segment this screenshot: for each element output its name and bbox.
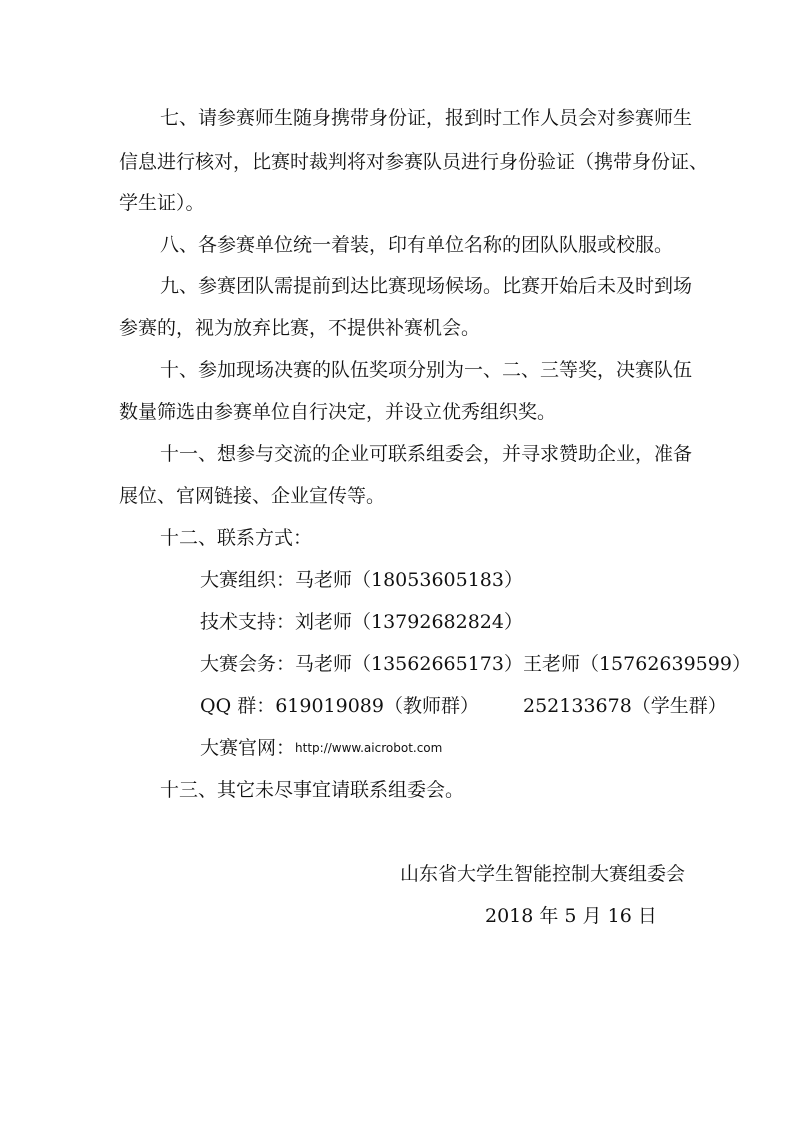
contact-website bbox=[200, 736, 442, 760]
item13-line1: 十三、其它未尽事宜请联系组委会。 bbox=[160, 779, 465, 801]
contact-organize: 大赛组织：马老师（18053605183） bbox=[200, 569, 523, 591]
item11-line2: 展位、官网链接、企业宣传等。 bbox=[119, 485, 386, 507]
item7-line1: 七、请参赛师生随身携带身份证，报到时工作人员会对参赛师生 bbox=[160, 107, 693, 129]
signature-organization: 山东省大学生智能控制大赛组委会 bbox=[400, 863, 686, 885]
item7-line2: 信息进行核对，比赛时裁判将对参赛队员进行身份验证（携带身份证、 bbox=[119, 151, 709, 173]
website-label: 大赛官网： bbox=[200, 737, 296, 759]
item9-line1: 九、参赛团队需提前到达比赛现场候场。比赛开始后未及时到场 bbox=[160, 275, 693, 297]
contact-qq-groups bbox=[200, 694, 727, 718]
website-link[interactable]: http://www.aicrobot.com bbox=[295, 741, 443, 755]
item11-line1: 十一、想参与交流的企业可联系组委会，并寻求赞助企业，准备 bbox=[160, 443, 693, 465]
qq-teacher-group: QQ 群：619019089（教师群） bbox=[200, 695, 479, 717]
item10-line2: 数量筛选由参赛单位自行决定，并设立优秀组织奖。 bbox=[119, 401, 557, 423]
item7-line3: 学生证）。 bbox=[119, 192, 205, 214]
item10-line1: 十、参加现场决赛的队伍奖项分别为一、二、三等奖，决赛队伍 bbox=[160, 359, 693, 381]
contact-tech-support: 技术支持：刘老师（13792682824） bbox=[200, 611, 523, 633]
qq-student-group: 252133678（学生群） bbox=[523, 695, 727, 717]
signature-date: 2018 年 5 月 16 日 bbox=[485, 905, 657, 927]
contact-affairs: 大赛会务：马老师（13562665173）王老师（15762639599） bbox=[200, 653, 751, 675]
item9-line2: 参赛的，视为放弃比赛，不提供补赛机会。 bbox=[119, 317, 481, 339]
item8-line1: 八、各参赛单位统一着装，印有单位名称的团队队服或校服。 bbox=[160, 234, 674, 256]
item12-heading: 十二、联系方式： bbox=[160, 527, 313, 549]
